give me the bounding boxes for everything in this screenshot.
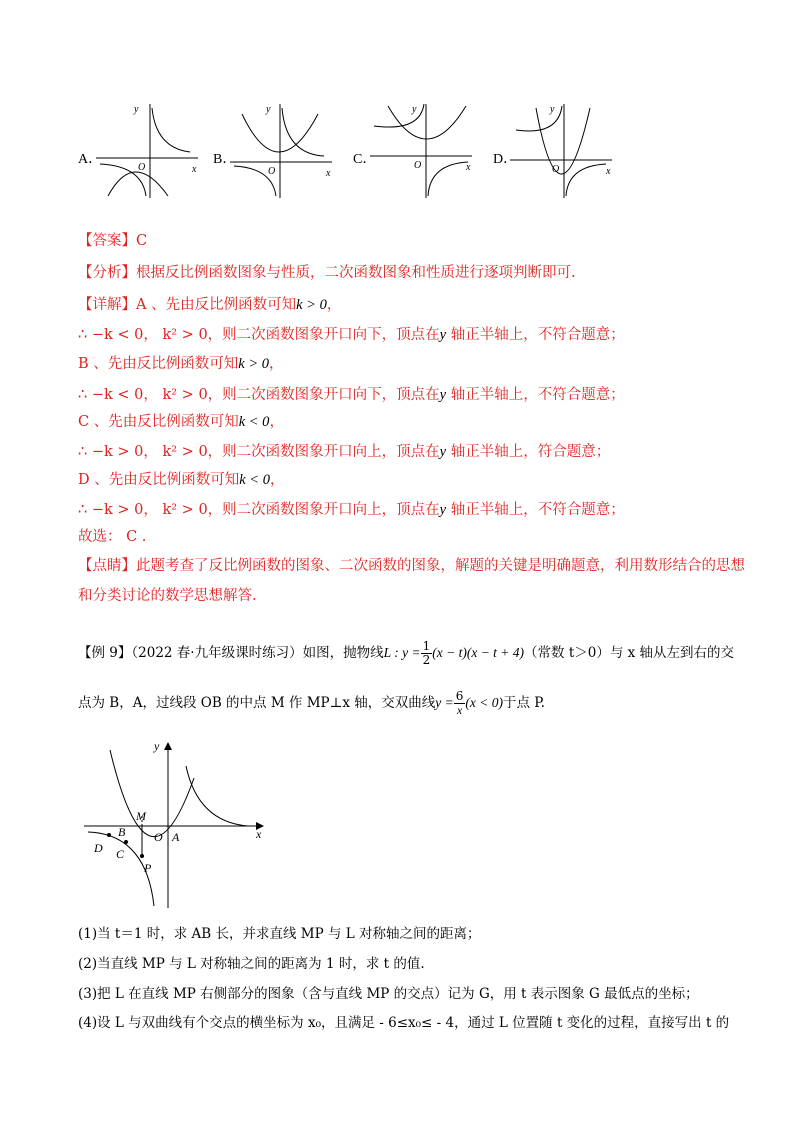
axis-y-label: y [266, 104, 271, 115]
question-2: (2)当直线 MP 与 L 对称轴之间的距离为 1 时，求 t 的值. [78, 956, 425, 972]
example-figure [82, 738, 272, 910]
detail-text: ， [269, 356, 284, 372]
point-d-label: D [94, 841, 103, 855]
detail-math: k < 0 [238, 414, 270, 430]
example-source: （2022 春·九年级课时练习）如图，抛物线 [131, 645, 384, 661]
axis-y-label: y [412, 104, 417, 115]
origin-label: O [138, 162, 146, 173]
detail-text: ， [269, 472, 285, 488]
detail-line-3 [78, 385, 625, 405]
detail-line-7 [78, 500, 625, 520]
example-formula: L : y = [383, 645, 421, 660]
hyperbola-formula: y = [435, 695, 454, 710]
example-text: 点为 B，A，过线段 OB 的中点 M 作 MP⊥x 轴，交双曲线 [78, 695, 436, 711]
origin-label: O [552, 164, 560, 175]
example-text: 于点 P. [502, 695, 545, 711]
analysis-line [78, 263, 576, 283]
answer-value: C [136, 233, 148, 249]
axis-x-label: x [192, 164, 197, 175]
detail-math: y [439, 502, 447, 518]
option-c-graph [368, 100, 476, 200]
detail-text: 轴正半轴上，不符合题意； [446, 327, 625, 343]
detail-math: k > 0 [238, 356, 269, 372]
detail-math: k < 0 [239, 472, 270, 488]
analysis-text: 根据反比例函数图象与性质，二次函数图象和性质进行逐项判断即可. [136, 265, 576, 281]
answer-tag: 【答案】 [78, 233, 136, 249]
detail-text: ∴ −k > 0， k² > 0，则二次函数图象开口向上，顶点在 [78, 502, 440, 518]
detail-math: y [439, 444, 447, 460]
detail-text: ∴ −k < 0， k² > 0，则二次函数图象开口向下，顶点在 [78, 327, 440, 343]
detail-text: 轴正半轴上，不符合题意； [446, 387, 625, 403]
detail-line-6 [78, 470, 284, 490]
option-d-graph [508, 100, 616, 200]
origin-label: O [414, 160, 422, 171]
detail-text: ∴ −k < 0， k² > 0，则二次函数图象开口向下，顶点在 [78, 387, 440, 403]
detail-line-0 [78, 295, 341, 315]
axis-y-label: y [134, 104, 139, 115]
axis-x-label: x [326, 168, 331, 179]
origin-label: O [268, 166, 276, 177]
figure-x-label: x [256, 827, 262, 841]
option-b-graph [228, 100, 336, 200]
fraction-numerator: 6 [455, 689, 464, 703]
detail-text: 故选： C . [78, 529, 147, 545]
question-1: (1)当 t＝1 时，求 AB 长，并求直线 MP 与 L 对称轴之间的距离； [78, 926, 481, 942]
comment-tag: 【点睛】 [78, 558, 136, 574]
detail-text: ， [326, 297, 342, 313]
point-b-label: B [118, 825, 126, 839]
example-line-2 [78, 690, 545, 717]
example-fraction [421, 640, 433, 667]
detail-text: B 、先由反比例函数可知 [78, 356, 239, 372]
axis-x-label: x [466, 162, 471, 173]
detail-math: y [439, 387, 447, 403]
detail-line-5 [78, 442, 610, 462]
detail-math: k > 0 [296, 297, 327, 313]
point-c-label: C [116, 847, 125, 861]
figure-y-label: y [154, 739, 160, 753]
example-condition: （常数 t＞0）与 x 轴从左到右的交 [524, 645, 735, 661]
fraction-denominator: x [456, 703, 463, 717]
option-a-label: A． [78, 152, 103, 167]
detail-text: 轴正半轴上，符合题意； [446, 444, 611, 460]
example-formula: (x − t)(x − t + 4) [432, 645, 525, 660]
example-line-1 [78, 640, 734, 667]
point-m-label: M [136, 809, 146, 823]
point-o-label: O [154, 830, 163, 844]
detail-text: ， [269, 414, 284, 430]
point-p-label: P [144, 861, 152, 875]
comment-line-1 [78, 556, 745, 576]
detail-line-4 [78, 412, 284, 432]
detail-line-8 [78, 527, 146, 547]
detail-tag: 【详解】 [78, 297, 136, 313]
detail-math: y [439, 327, 447, 343]
hyperbola-condition: (x < 0) [465, 695, 503, 710]
fraction-denominator: 2 [422, 653, 431, 667]
answer-line [78, 231, 147, 251]
option-d-label: D． [493, 152, 518, 167]
option-c-label: C． [353, 152, 377, 167]
detail-text: A 、先由反比例函数可知 [136, 297, 297, 313]
question-4: (4)设 L 与双曲线有个交点的横坐标为 x₀，且满足 - 6≤x₀≤ - 4，通过 L 位置随 t 变化的过程，直接写出 t 的 [78, 1015, 730, 1031]
detail-text: 轴正半轴上，不符合题意； [446, 502, 625, 518]
detail-text: ∴ −k > 0， k² > 0，则二次函数图象开口向上，顶点在 [78, 444, 440, 460]
axis-x-label: x [606, 166, 611, 177]
point-a-label: A [172, 830, 180, 844]
option-a-graph [94, 100, 202, 200]
question-3: (3)把 L 在直线 MP 右侧部分的图象（含与直线 MP 的交点）记为 G，用 t 表示图象 G 最低点的坐标； [78, 986, 699, 1002]
detail-text: D 、先由反比例函数可知 [78, 472, 240, 488]
comment-line-2: 和分类讨论的数学思想解答. [78, 588, 257, 604]
axis-y-label: y [550, 104, 555, 115]
detail-line-1 [78, 325, 625, 345]
detail-line-2 [78, 354, 284, 374]
analysis-tag: 【分析】 [78, 265, 136, 281]
option-b-label: B． [213, 152, 237, 167]
detail-text: C 、先由反比例函数可知 [78, 414, 239, 430]
comment-text: 此题考查了反比例函数的图象、二次函数的图象，解题的关键是明确题意，利用数形结合的思想 [136, 558, 745, 574]
example-tag: 【例 9】 [78, 645, 132, 661]
fraction-numerator: 1 [422, 639, 431, 653]
hyperbola-fraction [454, 690, 466, 717]
